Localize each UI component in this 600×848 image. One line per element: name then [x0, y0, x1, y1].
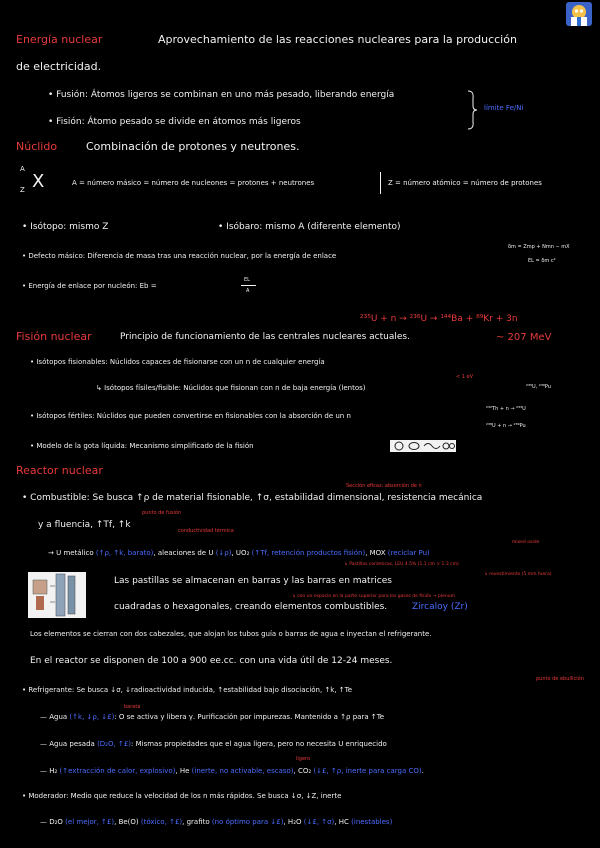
he-label: , He: [175, 767, 190, 775]
hc-label: , HC: [334, 818, 349, 826]
el-formula: EL = δm c²: [528, 258, 556, 264]
fraction-line: [241, 285, 256, 286]
zircaloy-label: Zircaloy (Zr): [412, 602, 468, 612]
nuclide-Z: Z: [20, 186, 25, 194]
heading-energia-nuclear: Energía nuclear: [16, 33, 103, 46]
heading-fision-nuclear: Fisión nuclear: [16, 330, 92, 343]
nuclido-description: Combinación de protones y neutrones.: [86, 140, 300, 153]
he-note: ligero: [296, 756, 311, 762]
h2o-props: (↓£, ↑σ): [303, 818, 335, 826]
fluencia-note-k: conductividad térmica: [178, 528, 234, 534]
grafito-label: , grafito: [182, 818, 210, 826]
heading-reactor-nuclear: Reactor nuclear: [16, 464, 103, 477]
pastillas-line: Las pastillas se almacenan en barras y las barras en matrices: [114, 576, 392, 586]
u-reaction: ²³⁸U + n → ²³⁹Pu: [486, 423, 526, 429]
nuclide-A: A: [20, 165, 25, 173]
fluencia-note-fusion: punto de fusión: [142, 510, 182, 516]
co2-end: .: [421, 767, 424, 775]
avatar-illustration: [566, 2, 592, 26]
d2o-props: (el mejor, ↑£): [65, 818, 115, 826]
agua-line: [40, 713, 384, 721]
h2-props: (↑extracción de calor, explosivo): [59, 767, 176, 775]
uo2-props: (↑Tf, retención productos fisión): [251, 549, 366, 557]
energia-enlace-item: • Energía de enlace por nucleón: Eb =: [22, 282, 157, 290]
d2o-label: — D₂O: [40, 818, 63, 826]
moderadores-line: [40, 818, 392, 826]
a-definition: A = número másico = número de nucleones = protones + neutrones: [72, 179, 315, 187]
uo2-label: , UO₂: [231, 549, 250, 557]
gota-item: • Modelo de la gota líquida: Mecanismo simplificado de la fisión: [30, 442, 254, 450]
co2-props: (↓£, ↑ρ, inerte para carga CO): [313, 767, 422, 775]
co2-label: , CO₂: [293, 767, 312, 775]
limite-fe-ni: límite Fe/Ni: [484, 104, 524, 112]
gases-line: [40, 767, 424, 775]
moderador-item: • Moderador: Medio que reduce la velocidad de los n más rápidos. Se busca ↓σ, ↓Z, inerte: [22, 792, 342, 800]
isotopo-item: • Isótopo: mismo Z: [22, 222, 109, 232]
h2o-label: , H₂O: [283, 818, 302, 826]
gota-liquida-diagram: [390, 440, 456, 452]
fisiles-item: ↳ Isótopos físiles/fisible: Núclidos que fisionan con n de baja energía (lentos): [96, 384, 366, 392]
isobaro-item: • Isóbaro: mismo A (diferente elemento): [218, 222, 401, 232]
agua-props: (↑k, ↓ρ, ↓£): [69, 713, 115, 721]
dm-formula: δm = Zmp + Nmn − mX: [508, 244, 570, 250]
fisiles-examples: ²³⁵U, ²³⁹Pu: [526, 384, 551, 390]
heading-nuclido: Núclido: [16, 140, 58, 153]
mox-props: (reciclar Pu): [387, 549, 430, 557]
agua-pesada-props: (D₂O, ↑£): [97, 740, 131, 748]
agua-pesada-label: — Agua pesada: [40, 740, 95, 748]
refrigerante-note: punto de ebullición: [536, 676, 584, 682]
aleaciones-props: (↓ρ): [215, 549, 232, 557]
fertiles-item: • Isótopos fértiles: Núclidos que pueden convertirse en fisionables con la absorción de un n: [30, 412, 351, 420]
cuadradas-note: ↳ con un espacio en la parte superior para los gases de fisión → plenum: [292, 594, 455, 599]
energia-description-line2: de electricidad.: [16, 60, 102, 73]
fision-description: Principio de funcionamiento de las centrales nucleares actuales.: [120, 332, 410, 342]
hc-props: (inestables): [351, 818, 393, 826]
revestimiento-note: ↳ revestimiento (5 mm fuera): [484, 572, 552, 577]
be-props: (tóxico, ↑£): [140, 818, 183, 826]
be-label: , Be(O): [114, 818, 139, 826]
fisiles-note: < 1 eV: [456, 374, 474, 380]
metalico-props: (↑ρ, ↑k, barato): [95, 549, 154, 557]
nuclide-X: X: [32, 171, 45, 192]
h2-label: — H₂: [40, 767, 58, 775]
pastillas-note: ↳ Pastillas cerámicas, LEU 4.5% (1.1 cm × 1.3 cm): [344, 562, 459, 567]
fusion-item: • Fusión: Átomos ligeros se combinan en uno más pesado, liberando energía: [48, 90, 395, 100]
energia-description: Aprovechamiento de las reacciones nucleares para la producción: [158, 33, 517, 46]
fluencia-line: y a fluencia, ↑Tf, ↑k: [38, 520, 131, 530]
fission-reaction: ²³⁵U + n → ²³⁶U → ¹⁴⁴Ba + ⁸⁹Kr + 3n: [360, 314, 518, 324]
mox-note: mixed oxide: [512, 540, 540, 545]
mox-label: , MOX: [365, 549, 386, 557]
elementos-line: Los elementos se cierran con dos cabezales, que alojan los tubos guía o barras de agua e inyectan el refrigerante.: [30, 630, 432, 638]
agua-label: — Agua: [40, 713, 68, 721]
agua-desc: : O se activa y libera γ. Purificación por impurezas. Mantenido a ↑ρ para ↑Te: [114, 713, 385, 721]
agua-note: barata: [124, 704, 141, 710]
fuel-assembly-illustration: [28, 572, 86, 618]
combustible-item: • Combustible: Se busca ↑ρ de material fisionable, ↑σ, estabilidad dimensional, resistencia mecánica: [22, 493, 483, 503]
fraction-denominator: A: [246, 288, 250, 294]
reactor-line: En el reactor se disponen de 100 a 900 ee.cc. con una vida útil de 12-24 meses.: [30, 656, 393, 666]
defecto-item: • Defecto másico: Diferencia de masa tras una reacción nuclear, por la energía de enlace: [22, 252, 337, 260]
z-definition: Z = número atómico = número de protones: [388, 179, 542, 187]
refrigerante-item: • Refrigerante: Se busca ↓σ, ↓radioactividad inducida, ↑estabilidad bajo disociación, ↑k, ↑Te: [22, 686, 353, 694]
avatar: [566, 2, 592, 26]
metalico-line: [48, 549, 430, 557]
agua-pesada-desc: : Mismas propiedades que el agua ligera, pero no necesita U enriquecido: [131, 740, 387, 748]
brace-icon: [466, 90, 478, 130]
fraction-numerator: EL: [244, 277, 250, 283]
fision-item: • Fisión: Átomo pesado se divide en átomos más ligeros: [48, 117, 301, 127]
energy-released: ~ 207 MeV: [496, 332, 552, 343]
definition-divider: [380, 172, 381, 194]
he-props: (inerte, no activable, escaso): [191, 767, 294, 775]
th-reaction: ²³²Th + n → ²³³U: [486, 406, 526, 412]
aleaciones-label: , aleaciones de U: [153, 549, 214, 557]
fisionables-item: • Isótopos fisionables: Núclidos capaces de fisionarse con un n de cualquier energía: [30, 358, 325, 366]
metalico-label: → U metálico: [48, 549, 94, 557]
cuadradas-line: cuadradas o hexagonales, creando elementos combustibles.: [114, 602, 388, 612]
combustible-note: Sección eficaz: absorción de n: [346, 483, 422, 489]
grafito-props: (no óptimo para ↓£): [211, 818, 284, 826]
agua-pesada-line: [40, 740, 387, 748]
